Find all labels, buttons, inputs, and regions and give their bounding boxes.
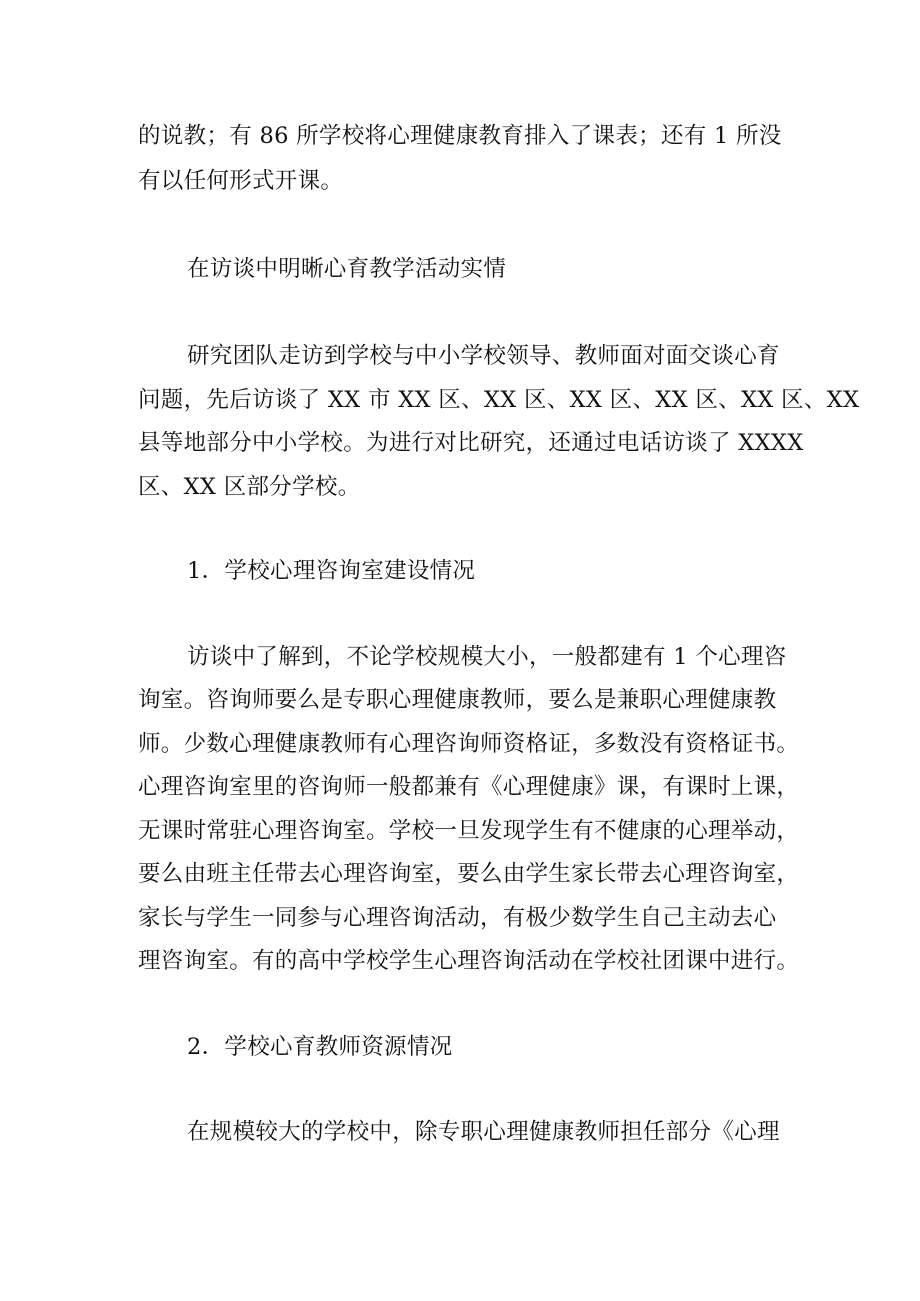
counseling-line-4: 心理咨询室里的咨询师一般都兼有《心理健康》课，有课时上课， [138, 774, 800, 800]
teacher-resources-line-1: 在规模较大的学校中，除专职心理健康教师担任部分《心理 [187, 1119, 780, 1145]
heading-counseling-room: 1．学校心理咨询室建设情况 [187, 558, 476, 584]
interviews-line-2: 问题，先后访谈了 XX 市 XX 区、XX 区、XX 区、XX 区、XX 区、XX [138, 387, 860, 413]
interviews-line-4: 区、XX 区部分学校。 [138, 474, 361, 500]
counseling-line-2: 询室。咨询师要么是专职心理健康教师，要么是兼职心理健康教 [138, 687, 777, 713]
intro-line-2: 有以任何形式开课。 [138, 168, 344, 194]
heading-teacher-resources: 2．学校心育教师资源情况 [187, 1034, 453, 1060]
counseling-line-6: 要么由班主任带去心理咨询室，要么由学生家长带去心理咨询室， [138, 861, 800, 887]
heading-interviews: 在访谈中明晰心育教学活动实情 [187, 256, 507, 282]
counseling-line-8: 理咨询室。有的高中学校学生心理咨询活动在学校社团课中进行。 [138, 948, 800, 974]
interviews-line-1: 研究团队走访到学校与中小学校领导、教师面对面交谈心育 [187, 343, 780, 369]
interviews-line-3: 县等地部分中小学校。为进行对比研究，还通过电话访谈了 XXXX [138, 430, 804, 456]
counseling-line-5: 无课时常驻心理咨询室。学校一旦发现学生有不健康的心理举动， [138, 818, 800, 844]
counseling-line-3: 师。少数心理健康教师有心理咨询师资格证，多数没有资格证书。 [138, 731, 800, 757]
counseling-line-1: 访谈中了解到，不论学校规模大小，一般都建有 1 个心理咨 [187, 644, 787, 670]
intro-line-1: 的说教；有 86 所学校将心理健康教育排入了课表；还有 1 所没 [138, 123, 782, 149]
counseling-line-7: 家长与学生一同参与心理咨询活动，有极少数学生自己主动去心 [138, 905, 777, 931]
